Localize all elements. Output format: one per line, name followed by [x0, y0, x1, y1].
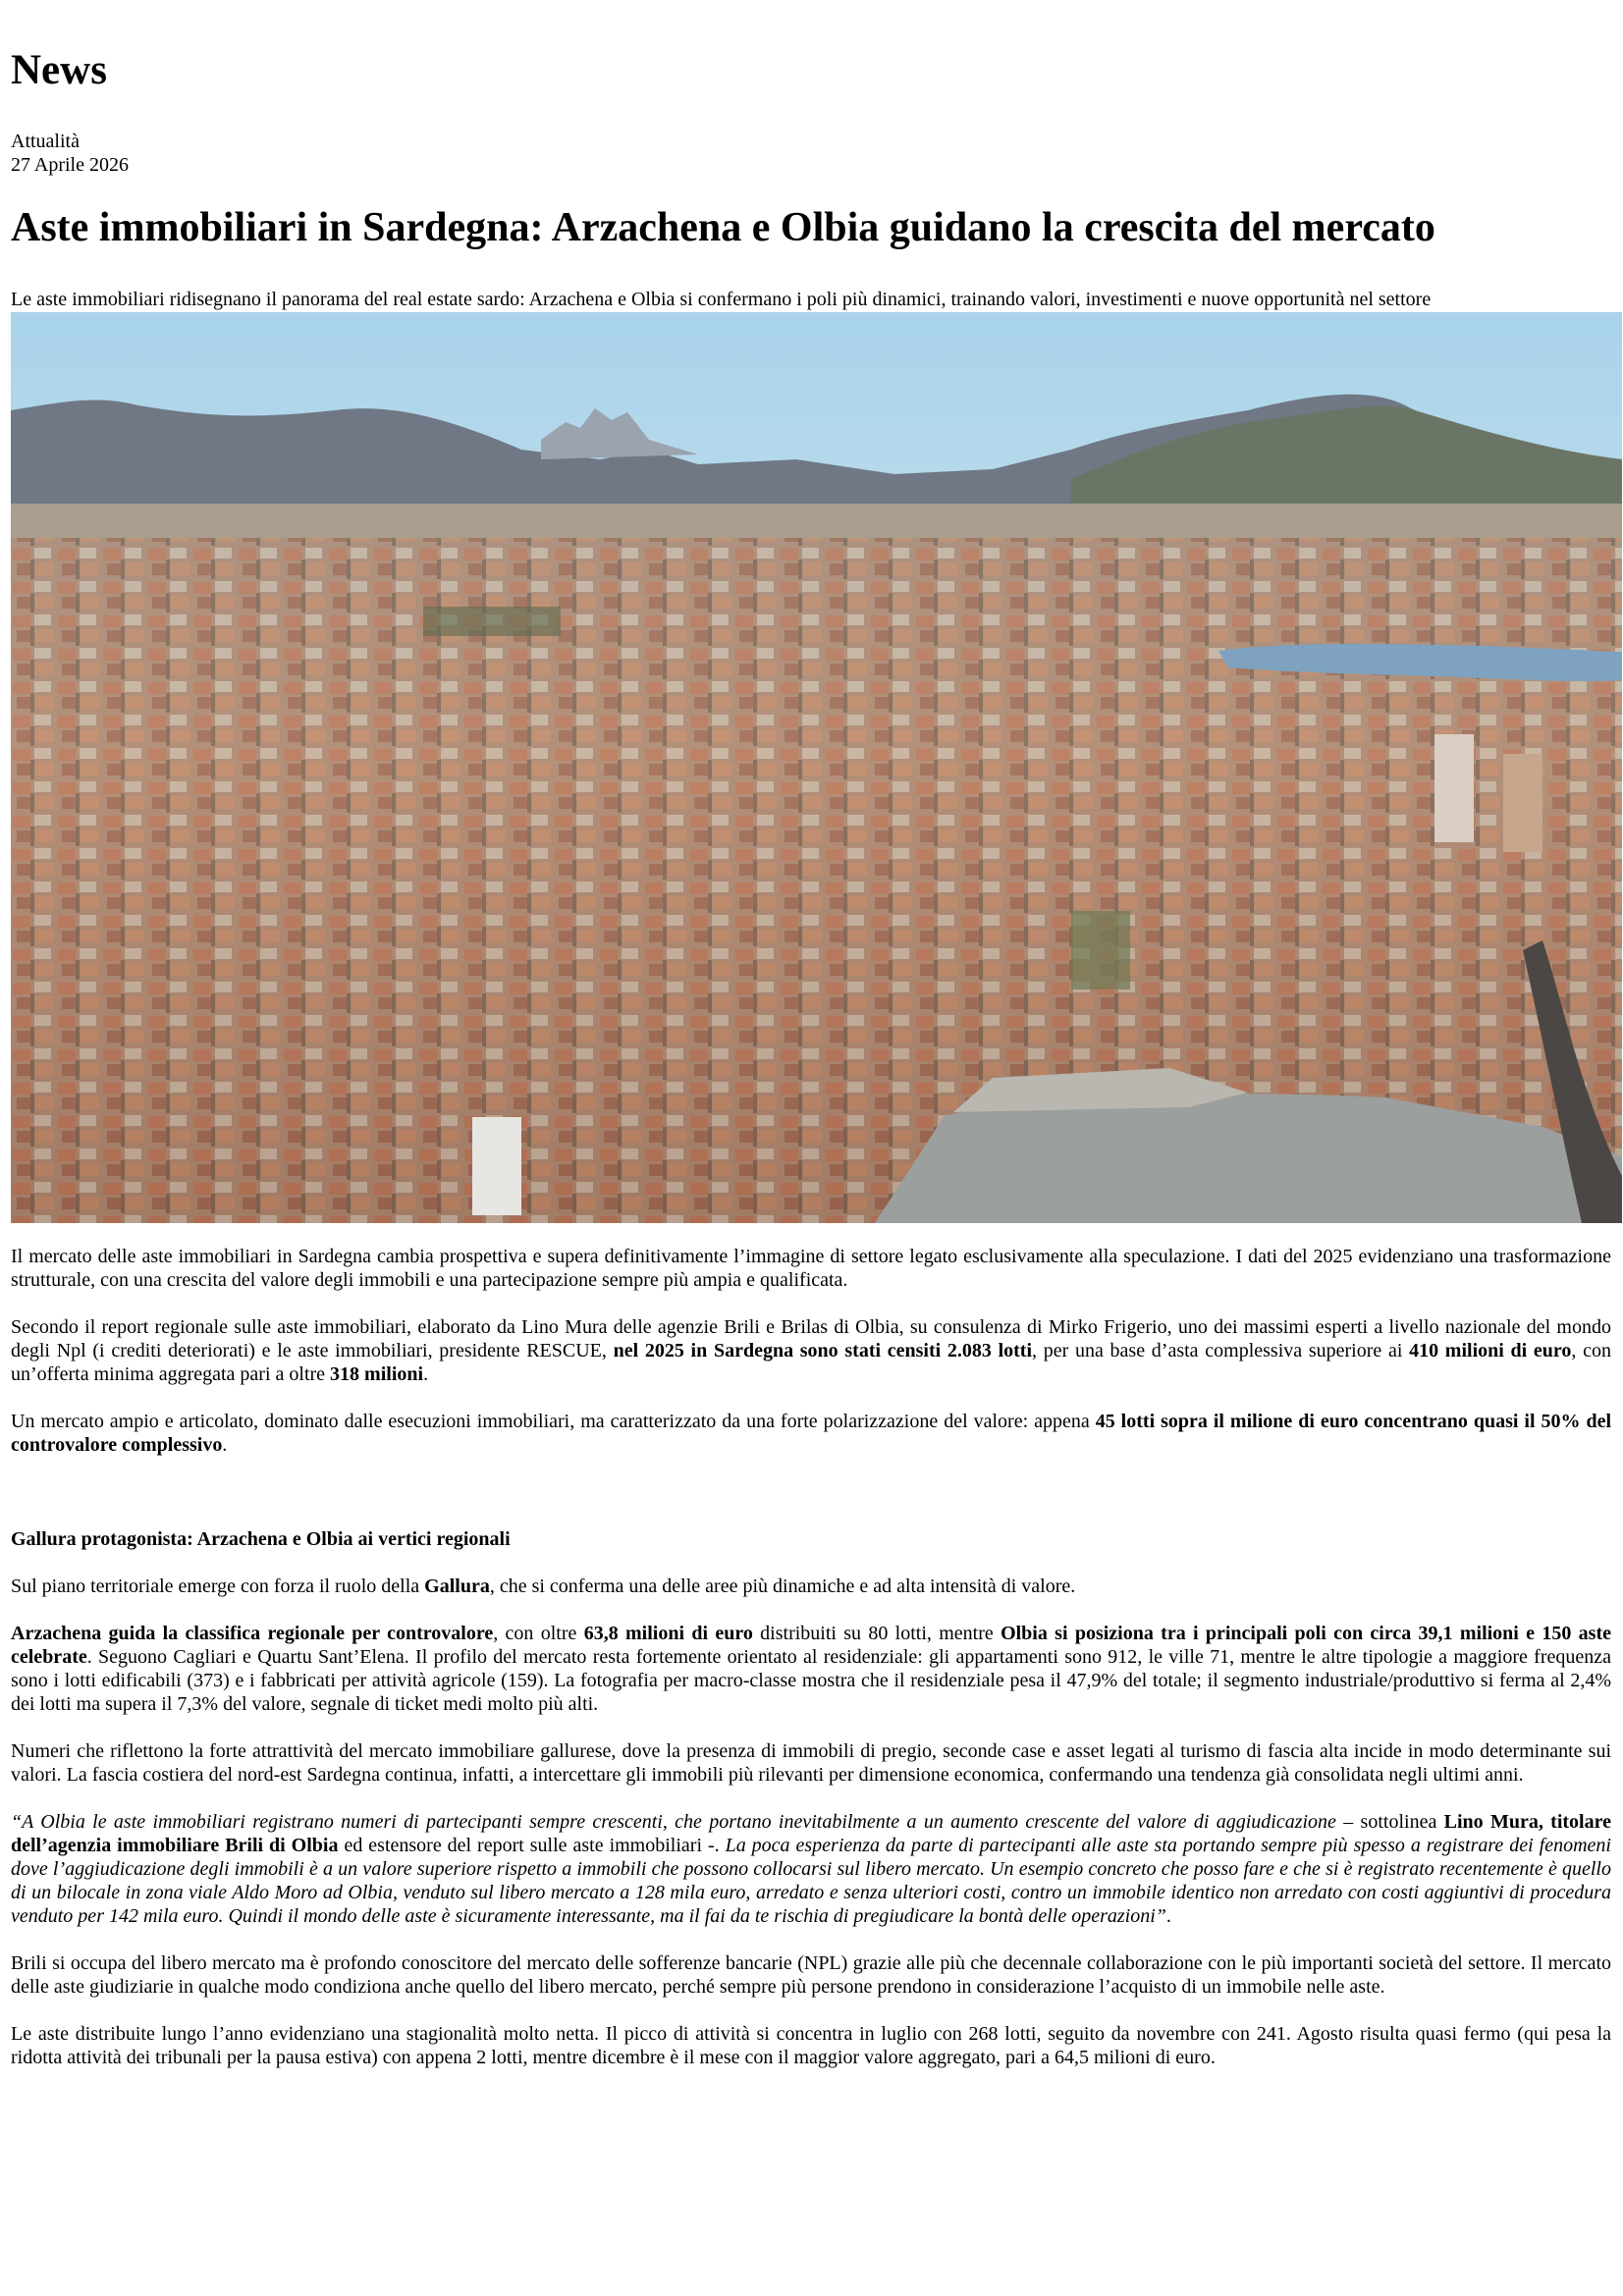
article-category[interactable]: Attualità [11, 131, 80, 152]
article-body [11, 1245, 1611, 2093]
section-subheading: Gallura protagonista: Arzachena e Olbia ai vertici regionali [11, 1528, 511, 1550]
article-headline: Aste immobiliari in Sardegna: Arzachena e Olbia guidano la crescita del mercato [11, 205, 1435, 250]
paragraph-5: Arzachena guida la classifica regionale per controvalore, con oltre 63,8 milioni di euro distribuiti su 80 lotti, mentre Olbia si posiziona tra i principali poli con circa 39,1 milioni e 150 aste celebrate. Seguono Cagliari e Quartu Sant’Elena. Il profilo del mercato resta fortemente orientato al residenziale: gli appartamenti sono 912, le ville 71, mentre le altre tipologie a maggiore frequenza sono i lotti edificabili (373) e i fabbricati per attività agricole (159). La fotografia per macro-classe mostra che il residenziale pesa il 47,9% del totale; il segmento industriale/produttivo si ferma al 2,4% dei lotti ma supera il 7,3% del valore, segnale di ticket medi molto più alti. [11, 1623, 1611, 1715]
article-date: 27 Aprile 2026 [11, 154, 129, 176]
paragraph-6: Numeri che riflettono la forte attrattività del mercato immobiliare gallurese, dove la presenza di immobili di pregio, seconde case e asset legati al turismo di fascia alta incide in modo determinante sui valori. La fascia costiera del nord-est Sardegna continua, infatti, a intercettare gli immobili più rilevanti per dimensione economica, confermando una tendenza già consolidata negli ultimi anni. [11, 1740, 1611, 1786]
article-lead: Le aste immobiliari ridisegnano il panorama del real estate sardo: Arzachena e Olbia si confermano i poli più dinamici, trainando valori, investimenti e nuove opportunità nel settore [11, 289, 1432, 310]
article-hero-image [11, 312, 1622, 1223]
paragraph-9: Le aste distribuite lungo l’anno evidenziano una stagionalità molto netta. Il picco di attività si concentra in luglio con 268 lotti, seguito da novembre con 241. Agosto risulta quasi fermo (qui pesa la ridotta attività dei tribunali per la pausa estiva) con appena 2 lotti, mentre dicembre è il mese con il maggior valore aggregato, pari a 64,5 milioni di euro. [11, 2023, 1611, 2068]
paragraph-8: Brili si occupa del libero mercato ma è profondo conoscitore del mercato delle sofferenze bancarie (NPL) grazie alle più che decennale collaborazione con le più importanti società del settore. Il mercato delle aste giudiziarie in qualche modo condiziona anche quello del libero mercato, perché sempre più persone prendono in considerazione l’acquisto di un immobile nelle aste. [11, 1952, 1611, 1998]
paragraph-7-quote: “A Olbia le aste immobiliari registrano numeri di partecipanti sempre crescenti, che portano inevitabilmente a un aumento crescente del valore di aggiudicazione – sottolinea Lino Mura, titolare dell’agenzia immobiliare Brili di Olbia ed estensore del report sulle aste immobiliari -. La poca esperienza da parte di partecipanti alle aste sta portando sempre più spesso a registrare dei fenomeni dove l’aggiudicazione degli immobili è a un valore superiore rispetto a immobili che possono collocarsi sul libero mercato. Un esempio concreto che posso fare e che si è registrato recentemente è quello di un bilocale in zona viale Aldo Moro ad Olbia, venduto sul libero mercato a 128 mila euro, arredato e senza ulteriori costi, contro un immobile identico non arredato con costi aggiuntivi di procedura venduto per 142 mila euro. Quindi il mondo delle aste è sicuramente interessante, ma il fai da te rischia di pregiudicare la bontà delle operazioni”. [11, 1811, 1611, 1927]
paragraph-4: Sul piano territoriale emerge con forza il ruolo della Gallura, che si conferma una delle aree più dinamiche e ad alta intensità di valore. [11, 1575, 1076, 1597]
paragraph-1: Il mercato delle aste immobiliari in Sardegna cambia prospettiva e supera definitivamente l’immagine di settore legato esclusivamente alla speculazione. I dati del 2025 evidenziano una trasformazione strutturale, con una crescita del valore degli immobili e una partecipazione sempre più ampia e qualificata. [11, 1246, 1611, 1291]
paragraph-2: Secondo il report regionale sulle aste immobiliari, elaborato da Lino Mura delle agenzie Brili e Brilas di Olbia, su consulenza di Mirko Frigerio, uno dei massimi esperti a livello nazionale del mondo degli Npl (i crediti deteriorati) e le aste immobiliari, presidente RESCUE, nel 2025 in Sardegna sono stati censiti 2.083 lotti, per una base d’asta complessiva superiore ai 410 milioni di euro, con un’offerta minima aggregata pari a oltre 318 milioni. [11, 1316, 1612, 1385]
site-title[interactable]: News [11, 47, 107, 93]
paragraph-3: Un mercato ampio e articolato, dominato dalle esecuzioni immobiliari, ma caratterizzato da una forte polarizzazione del valore: appena 45 lotti sopra il milione di euro concentrano quasi il 50% del controvalore complessivo. [11, 1411, 1612, 1456]
